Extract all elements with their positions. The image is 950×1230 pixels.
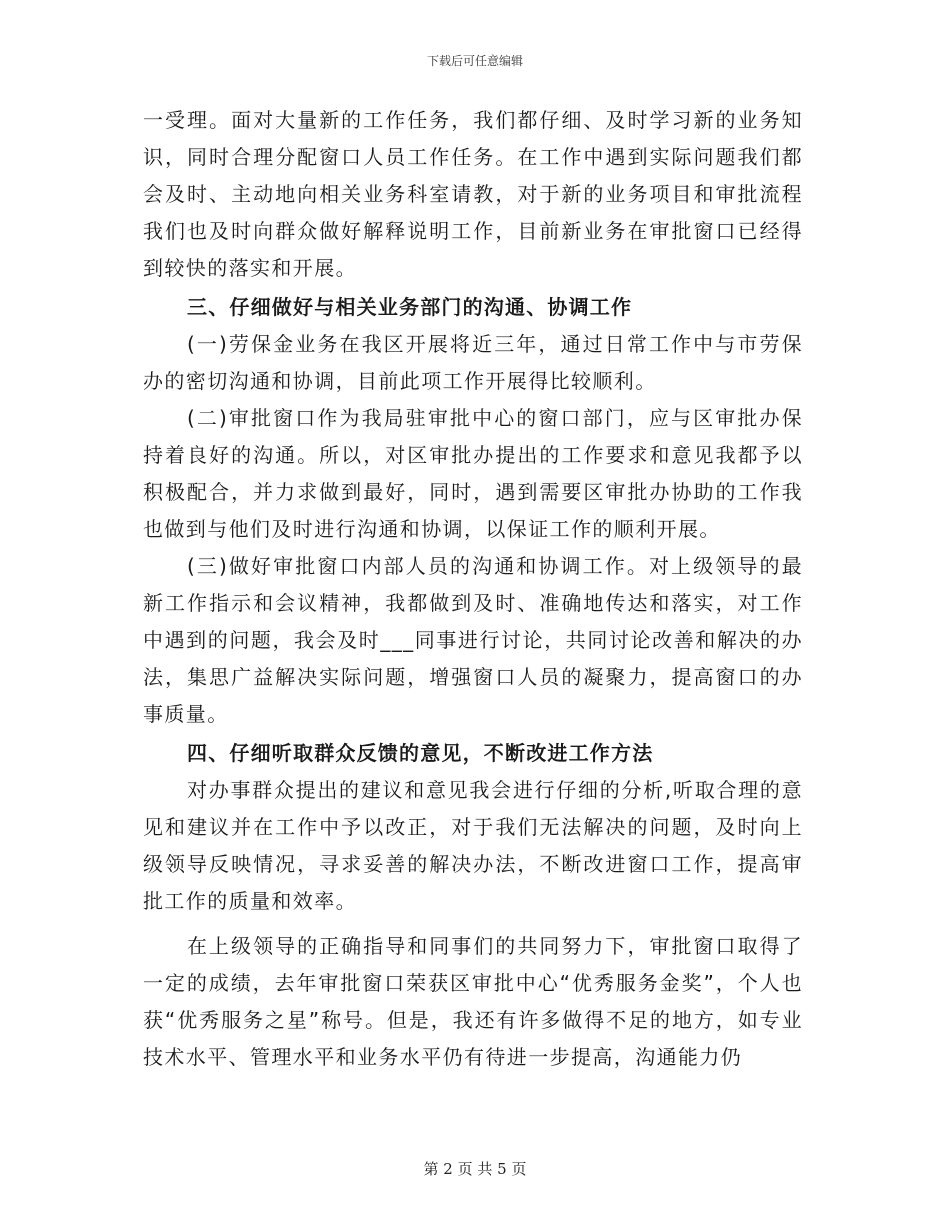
- paragraph-4: (三)做好审批窗口内部人员的沟通和协调工作。对上级领导的最新工作指示和会议精神，我都做到及时、准确地传达和落实，对工作中遇到的问题，我会及时___同事进行讨论，共同讨论改善和解决的办法，集思广益解决实际问题，增强窗口人员的凝聚力，提高窗口的办事质量。: [143, 554, 803, 726]
- page-number: 第 2 页 共 5 页: [423, 1160, 527, 1178]
- document-body: [143, 102, 803, 1076]
- paragraph-6: 在上级领导的正确指导和同事们的共同努力下，审批窗口取得了一定的成绩，去年审批窗口荣获区审批中心“优秀服务金奖”，个人也获“优秀服务之星”称号。但是，我还有许多做得不足的地方，如专业技术水平、管理水平和业务水平仍有待进一步提高，沟通能力仍: [143, 934, 803, 1069]
- paragraph-2: (一)劳保金业务在我区开展将近三年，通过日常工作中与市劳保办的密切沟通和协调，目前此项工作开展得比较顺利。: [143, 332, 803, 393]
- section-heading-4: 四、仔细听取群众反馈的意见，不断改进工作方法: [187, 741, 654, 765]
- paragraph-1: 一受理。面对大量新的工作任务，我们都仔细、及时学习新的业务知识，同时合理分配窗口人员工作任务。在工作中遇到实际问题我们都会及时、主动地向相关业务科室请教，对于新的业务项目和审批流程我们也及时向群众做好解释说明工作，目前新业务在审批窗口已经得到较快的落实和开展。: [143, 108, 803, 280]
- paragraph-5: 对办事群众提出的建议和意见我会进行仔细的分析,听取合理的意见和建议并在工作中予以改正，对于我们无法解决的问题，及时向上级领导反映情况，寻求妥善的解决办法，不断改进窗口工作，提高审批工作的质量和效率。: [143, 778, 803, 913]
- page-header-note: 下载后可任意编辑: [426, 54, 523, 68]
- paragraph-3: (二)审批窗口作为我局驻审批中心的窗口部门，应与区审批办保持着良好的沟通。所以，对区审批办提出的工作要求和意见我都予以积极配合，并力求做到最好，同时，遇到需要区审批办协助的工作我也做到与他们及时进行沟通和协调，以保证工作的顺利开展。: [143, 406, 803, 541]
- section-heading-3: 三、仔细做好与相关业务部门的沟通、协调工作: [187, 295, 633, 319]
